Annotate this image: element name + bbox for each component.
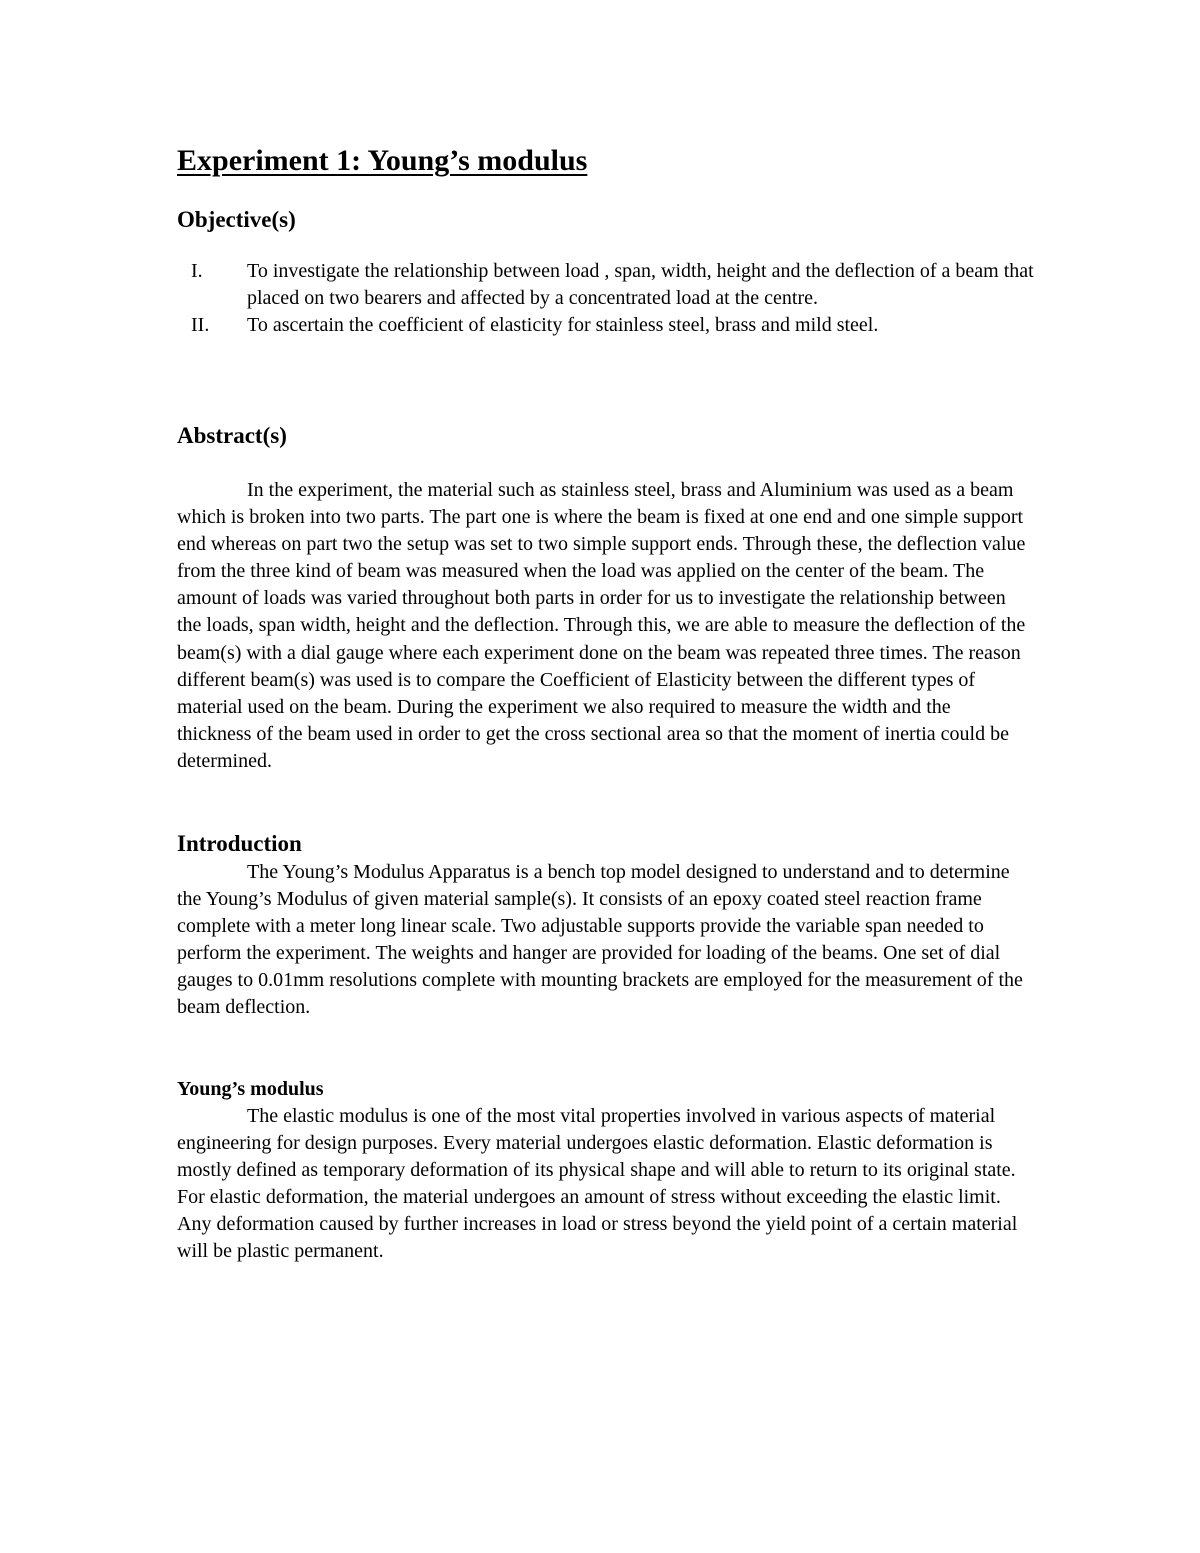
- objective-numeral: II.: [191, 314, 210, 336]
- document-title: Experiment 1: Young’s modulus: [177, 144, 588, 177]
- objectives-heading: Objective(s): [177, 207, 296, 232]
- objective-numeral: I.: [191, 260, 203, 282]
- introduction-paragraph: The Young’s Modulus Apparatus is a bench top model designed to understand and to determine the Young’s Modulus of given material sample(s). It consists of an epoxy coated steel reaction frame complete with a meter long linear scale. Two adjustable supports provide the variable span needed to perform the experiment. The weights and hanger are provided for loading of the beams. One set of dial gauges to 0.01mm resolutions complete with mounting brackets are employed for the measurement of the beam deflection.: [177, 861, 1023, 1019]
- objective-item: [177, 258, 1037, 312]
- introduction-heading: Introduction: [177, 831, 302, 856]
- abstract-heading: Abstract(s): [177, 423, 287, 448]
- objective-item: [177, 312, 1037, 339]
- youngs-modulus-heading: Young’s modulus: [177, 1078, 324, 1100]
- objective-text: To investigate the relationship between load , span, width, height and the deflection of a beam that placed on two bearers and affected by a concentrated load at the centre.: [247, 260, 1034, 309]
- abstract-paragraph: In the experiment, the material such as stainless steel, brass and Aluminium was used as a beam which is broken into two parts. The part one is where the beam is fixed at one end and one simple support end whereas on part two the setup was set to two simple support ends. Through these, the deflection value from the three kind of beam was measured when the load was applied on the center of the beam. The amount of loads was varied throughout both parts in order for us to investigate the relationship between the loads, span width, height and the deflection. Through this, we are able to measure the deflection of the beam(s) with a dial gauge where each experiment done on the beam was repeated three times. The reason different beam(s) was used is to compare the Coefficient of Elasticity between the different types of material used on the beam. During the experiment we also required to measure the width and the thickness of the beam used in order to get the cross sectional area so that the moment of inertia could be determined.: [177, 479, 1026, 772]
- objective-text: To ascertain the coefficient of elasticity for stainless steel, brass and mild steel.: [247, 314, 879, 336]
- objectives-list: [177, 258, 1037, 339]
- youngs-modulus-paragraph: The elastic modulus is one of the most vital properties involved in various aspects of material engineering for design purposes. Every material undergoes elastic deformation. Elastic deformation is mostly defined as temporary deformation of its physical shape and will able to return to its original state. For elastic deformation, the material undergoes an amount of stress without exceeding the elastic limit. Any deformation caused by further increases in load or stress beyond the yield point of a certain material will be plastic permanent.: [177, 1105, 1018, 1263]
